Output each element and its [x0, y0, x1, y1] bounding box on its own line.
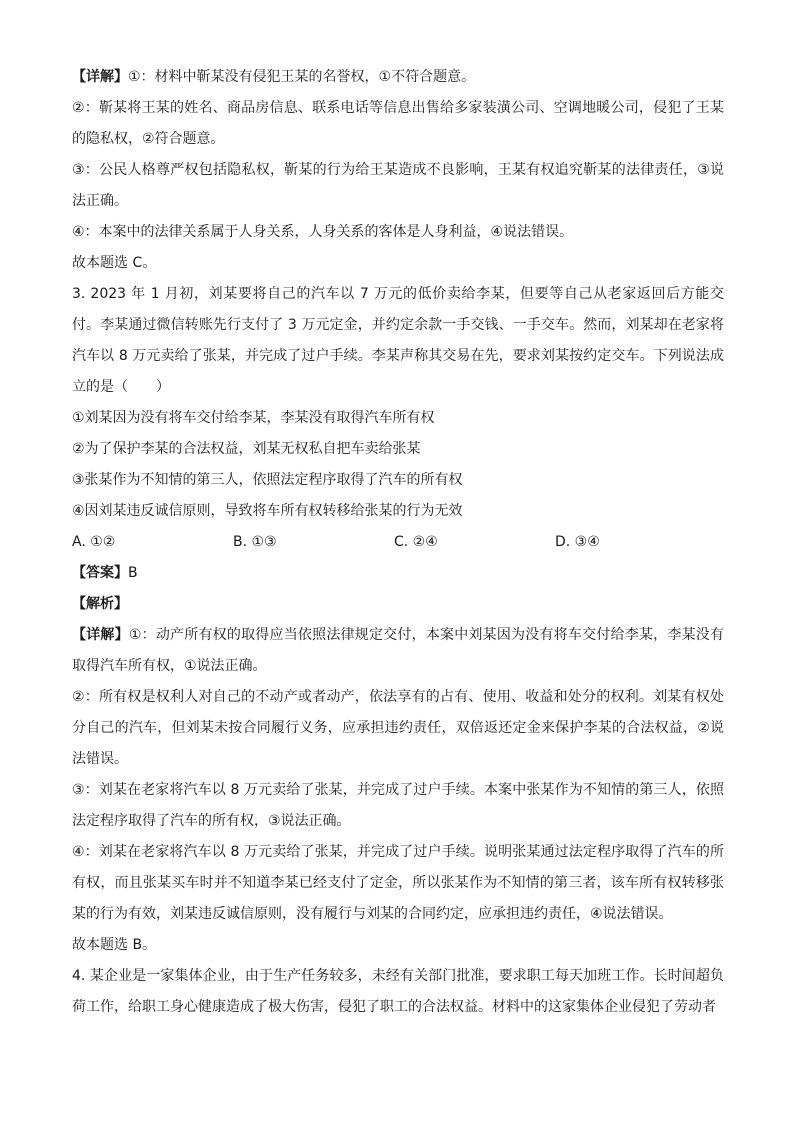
answer-line [72, 558, 724, 589]
option-c: C. ②④ [394, 534, 438, 550]
statement-4: ④因刘某违反诚信原则，导致将车所有权转移给张某的行为无效 [72, 503, 463, 519]
conclusion: 故本题选 C。 [72, 255, 157, 271]
statement-3: ③张某作为不知情的第三人，依照法定程序取得了汽车的所有权 [72, 472, 463, 488]
document-body [72, 62, 724, 1023]
paragraph-text: ①：材料中靳某没有侵犯王某的名誉权，①不符合题意。 [128, 69, 476, 85]
statement-2: ②为了保护李某的合法权益，刘某无权私自把车卖给张某 [72, 441, 421, 457]
analysis-item-2: ②：靳某将王某的姓名、商品房信息、联系电话等信息出售给多家装潢公司、空调地暖公司，侵犯了王某的隐私权，②符合题意。 [72, 100, 724, 147]
analysis-item-3: ③：公民人格尊严权包括隐私权，靳某的行为给王某造成不良影响，王某有权追究靳某的法律责任，③说法正确。 [72, 162, 724, 209]
analysis-item-4: ④：本案中的法律关系属于人身关系，人身关系的客体是人身利益，④说法错误。 [72, 224, 574, 240]
statement-1: ①刘某因为没有将车交付给李某，李某没有取得汽车所有权 [72, 410, 435, 426]
answer-options [72, 527, 724, 558]
detail-item-1 [72, 620, 724, 682]
question-3-stem: 3. 2023 年 1 月初，刘某要将自己的汽车以 7 万元的低价卖给李某，但要等自己从老家返回后方能交付。李某通过微信转账先行支付了 3 万元定金，并约定余款一手交钱、一手交车。然而，刘某却在老家将汽车以 8 万元卖给了张某，并完成了过户手续。李某声称其交易在先，要求刘某按约定交车。下列说法成立的是（ ） [72, 286, 724, 395]
detail-tag: 【详解】 [72, 627, 129, 643]
analysis-heading [72, 589, 724, 620]
detail-item-3: ③：刘某在老家将汽车以 8 万元卖给了张某，并完成了过户手续。本案中张某作为不知情的第三人，依照法定程序取得了汽车的所有权，③说法正确。 [72, 782, 724, 829]
answer-tag: 【答案】 [72, 565, 128, 581]
question-4-stem: 4. 某企业是一家集体企业，由于生产任务较多，未经有关部门批准，要求职工每天加班工作。长时间超负荷工作，给职工身心健康造成了极大伤害，侵犯了职工的合法权益。材料中的这家集体企业侵犯了劳动者 [72, 968, 724, 1015]
answer-value: B [128, 565, 138, 581]
analysis-item-1 [72, 62, 724, 93]
option-b: B. ①③ [233, 534, 277, 550]
detail-item-4: ④：刘某在老家将汽车以 8 万元卖给了张某，并完成了过户手续。说明张某通过法定程序取得了汽车的所有权，而且张某买车时并不知道李某已经支付了定金，所以张某作为不知情的第三者，该车所有权转移张某的行为有效，刘某违反诚信原则，没有履行与刘某的合同约定，应承担违约责任，④说法错误。 [72, 844, 724, 922]
analysis-tag: 【解析】 [72, 596, 128, 612]
option-d: D. ③④ [555, 534, 600, 550]
detail-tag: 【详解】 [72, 69, 128, 85]
detail-item-2: ②：所有权是权利人对自己的不动产或者动产，依法享有的占有、使用、收益和处分的权利。刘某有权处分自己的汽车，但刘某未按合同履行义务，应承担违约责任，双倍返还定金来保护李某的合法权益，②说法错误。 [72, 689, 724, 767]
paragraph-text: ①：动产所有权的取得应当依照法律规定交付，本案中刘某因为没有将车交付给李某，李某没有取得汽车所有权，①说法正确。 [72, 627, 724, 674]
conclusion: 故本题选 B。 [72, 937, 157, 953]
option-a: A. ①② [72, 534, 116, 550]
